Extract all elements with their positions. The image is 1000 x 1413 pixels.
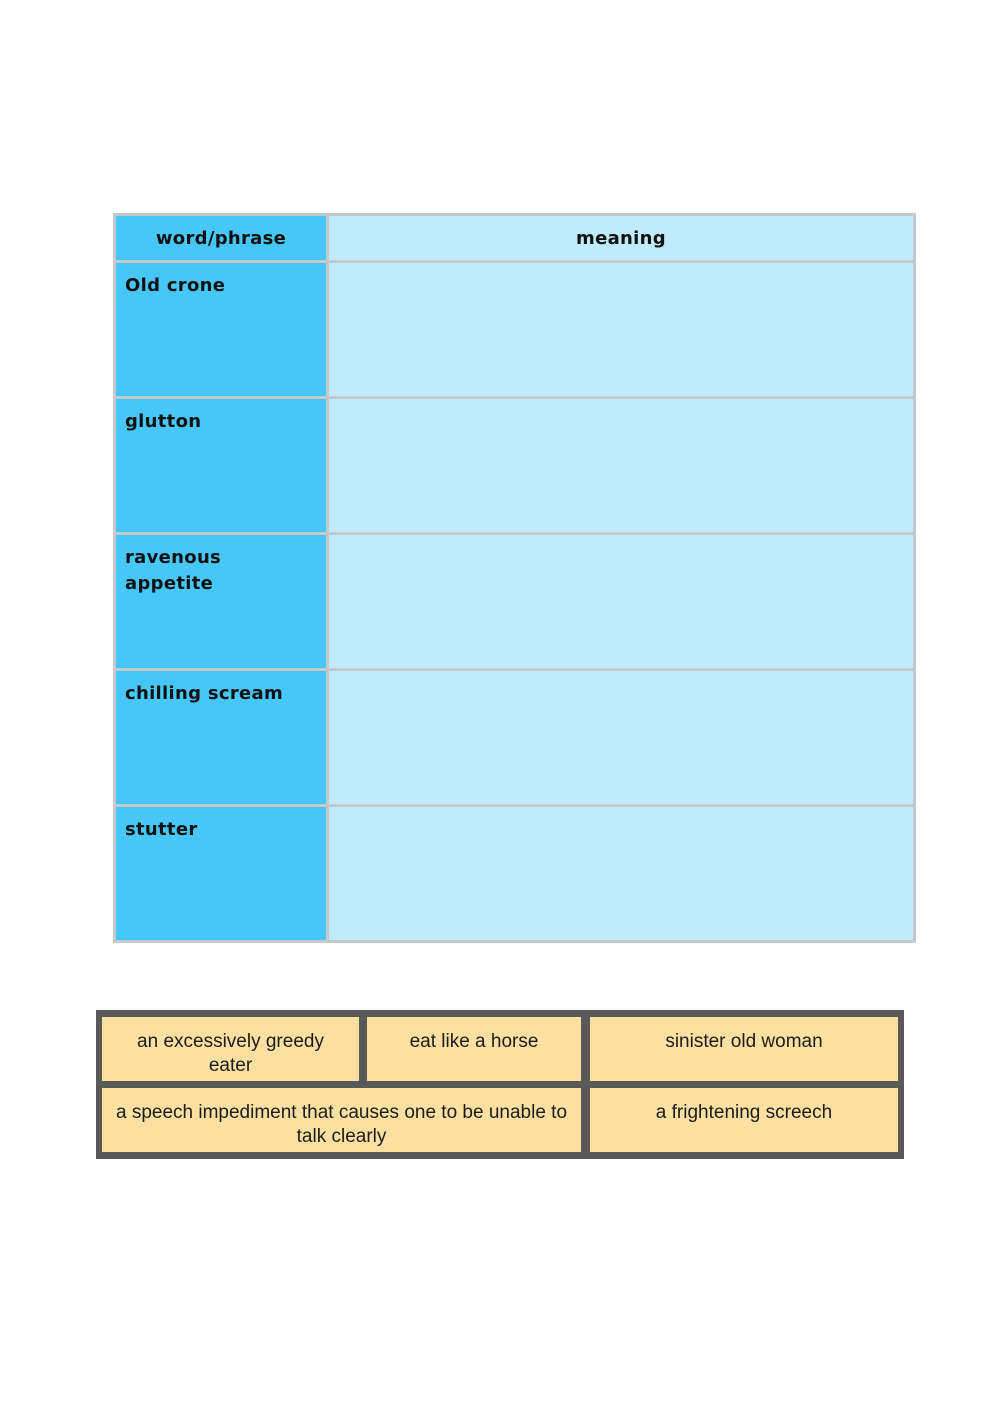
word-label: glutton — [125, 411, 202, 432]
word-label: ravenous appetite — [125, 547, 222, 594]
word-label: Old crone — [125, 275, 226, 296]
meaning-drop-zone[interactable] — [328, 670, 915, 806]
meaning-drop-zone[interactable] — [328, 534, 915, 670]
word-label: chilling scream — [125, 683, 284, 704]
table-row — [115, 806, 915, 942]
draggable-answer-card[interactable]: a speech impediment that causes one to be unable to talk clearly — [102, 1088, 581, 1152]
table-row — [115, 262, 915, 398]
table-header-row — [115, 215, 915, 262]
table-row — [115, 534, 915, 670]
meaning-drop-zone[interactable] — [328, 398, 915, 534]
header-meaning: meaning — [328, 215, 915, 262]
table-row — [115, 670, 915, 806]
word-label: stutter — [125, 819, 198, 840]
word-cell — [115, 806, 328, 942]
word-cell — [115, 262, 328, 398]
draggable-answer-card[interactable]: an excessively greedy eater — [102, 1017, 359, 1081]
draggable-answer-card[interactable]: a frightening screech — [590, 1088, 898, 1152]
vocabulary-table — [113, 213, 916, 943]
answer-bank — [96, 1010, 904, 1159]
header-word-phrase: word/phrase — [115, 215, 328, 262]
meaning-drop-zone[interactable] — [328, 806, 915, 942]
table-row — [115, 398, 915, 534]
meaning-drop-zone[interactable] — [328, 262, 915, 398]
word-cell — [115, 670, 328, 806]
draggable-answer-card[interactable]: eat like a horse — [367, 1017, 581, 1081]
word-cell — [115, 534, 328, 670]
word-cell — [115, 398, 328, 534]
draggable-answer-card[interactable]: sinister old woman — [590, 1017, 898, 1081]
